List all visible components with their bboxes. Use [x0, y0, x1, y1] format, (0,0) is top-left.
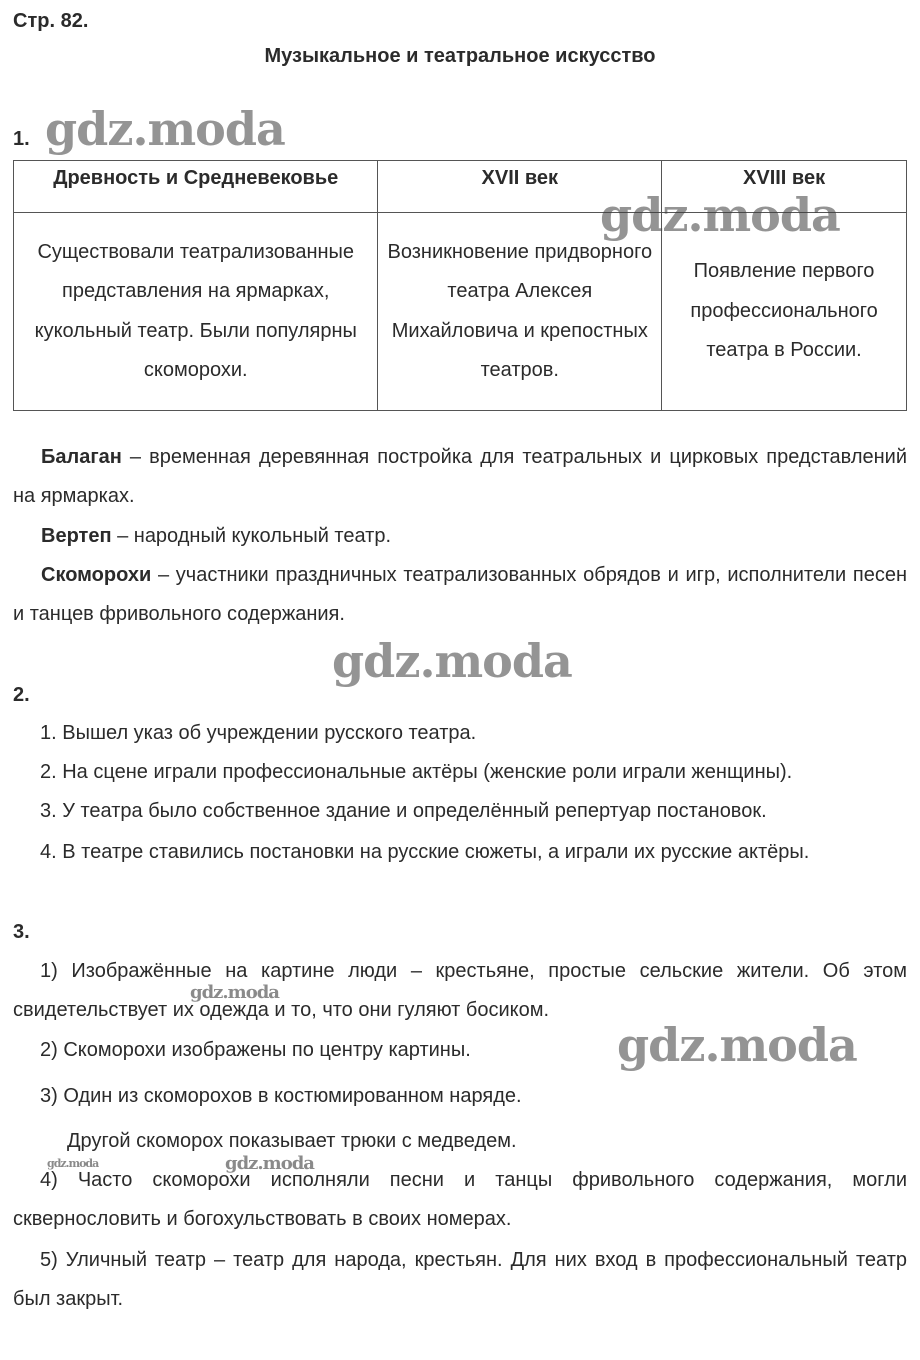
list-item: 1) Изображённые на картине люди – крестьяне, простые сельские жители. Об этом свидетельствует их одежда и то, что они гуляют босиком.: [13, 960, 907, 1021]
page-title: Музыкальное и театральное искусство: [264, 45, 656, 67]
list-item: Другой скоморох показывает трюки с медведем.: [67, 1130, 517, 1152]
watermark: gdz.moda: [45, 102, 285, 156]
list-item: 4) Часто скоморохи исполняли песни и танцы фривольного содержания, могли сквернословить и богохульствовать в своих номерах.: [13, 1169, 907, 1230]
term-definition: – временная деревянная постройка для театральных и цирковых представлений на ярмарках.: [13, 446, 907, 507]
watermark: gdz.moda: [617, 1018, 857, 1072]
watermark: gdz.moda: [47, 1157, 99, 1170]
table-cell: Появление первого профессионального театра в России.: [662, 213, 907, 411]
list-item: 5) Уличный театр – театр для народа, крестьян. Для них вход в профессиональный театр был закрыт.: [13, 1249, 907, 1310]
term-word: Скоморохи: [41, 564, 152, 586]
table-header-cell: Древность и Средневековье: [14, 161, 378, 213]
watermark: gdz.moda: [190, 982, 279, 1003]
watermark: gdz.moda: [225, 1153, 314, 1174]
list-item: 2. На сцене играли профессиональные актёры (женские роли играли женщины).: [40, 761, 793, 783]
table-header-cell: XVIII век: [662, 161, 907, 213]
term-word: Вертеп: [41, 525, 112, 547]
list-item: 4. В театре ставились постановки на русские сюжеты, а играли их русские актёры.: [40, 841, 810, 863]
task-2-number: 2.: [13, 684, 30, 706]
watermark: gdz.moda: [332, 634, 572, 688]
task-1-number: 1.: [13, 128, 30, 150]
list-item: 3) Один из скоморохов в костюмированном наряде.: [40, 1085, 522, 1107]
list-item: 2) Скоморохи изображены по центру картины.: [40, 1039, 471, 1061]
list-item: 3. У театра было собственное здание и определённый репертуар постановок.: [40, 800, 767, 822]
table-cell: Возникновение придворного театра Алексея Михайловича и крепостных театров.: [378, 213, 662, 411]
list-item: 1. Вышел указ об учреждении русского театра.: [40, 722, 477, 744]
term-skomorokhi: [13, 556, 907, 634]
term-definition: – народный кукольный театр.: [111, 525, 392, 547]
page-number: Стр. 82.: [13, 10, 89, 32]
table-row: [14, 213, 907, 411]
task-3-number: 3.: [13, 921, 30, 943]
term-vertep: [13, 517, 907, 556]
watermark: gdz.moda: [600, 188, 840, 242]
term-word: Балаган: [41, 446, 122, 468]
table-cell: Существовали театрализованные представления на ярмарках, кукольный театр. Были популярны скоморохи.: [14, 213, 378, 411]
table-header-cell: XVII век: [378, 161, 662, 213]
term-balagan: [13, 438, 907, 516]
term-definition: – участники праздничных театрализованных обрядов и игр, исполнители песен и танцев фривольного содержания.: [13, 564, 907, 625]
